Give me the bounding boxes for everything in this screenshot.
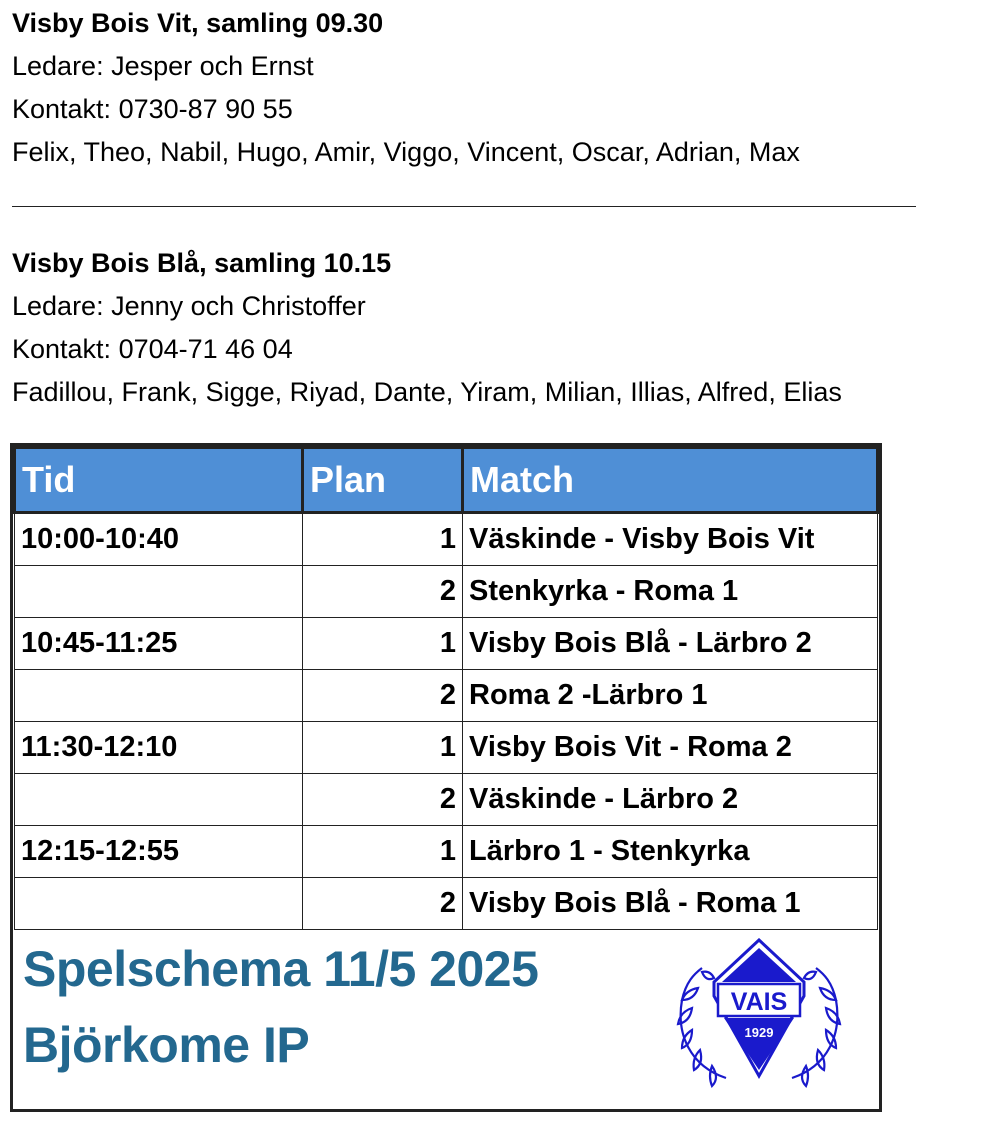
- cell-plan: 2: [303, 566, 463, 618]
- cell-plan: 1: [303, 826, 463, 878]
- column-header-tid: Tid: [15, 448, 303, 513]
- cell-match: Lärbro 1 - Stenkyrka: [463, 826, 878, 878]
- schedule-panel: [10, 443, 882, 1112]
- cell-match: Roma 2 -Lärbro 1: [463, 670, 878, 722]
- cell-match: Visby Bois Blå - Lärbro 2: [463, 618, 878, 670]
- divider: [12, 206, 916, 207]
- logo-year: 1929: [744, 1025, 774, 1040]
- team-vit-section: [12, 2, 800, 174]
- table-row: [15, 513, 878, 566]
- cell-tid: [15, 774, 303, 826]
- cell-plan: 2: [303, 670, 463, 722]
- cell-tid: 10:00-10:40: [15, 513, 303, 566]
- schedule-table: [13, 446, 879, 930]
- cell-tid: 11:30-12:10: [15, 722, 303, 774]
- table-row: [15, 826, 878, 878]
- cell-tid: 10:45-11:25: [15, 618, 303, 670]
- team-title: Visby Bois Blå, samling 10.15: [12, 248, 392, 278]
- logo-text: VAIS: [730, 988, 788, 1016]
- team-contact: Kontakt: 0730-87 90 55: [12, 94, 293, 124]
- schedule-footer: [13, 918, 879, 1112]
- cell-match: Väskinde - Lärbro 2: [463, 774, 878, 826]
- cell-plan: 2: [303, 774, 463, 826]
- cell-match: Stenkyrka - Roma 1: [463, 566, 878, 618]
- table-header-row: [15, 448, 878, 513]
- cell-match: Visby Bois Blå - Roma 1: [463, 878, 878, 930]
- table-row: [15, 618, 878, 670]
- vais-club-logo: [668, 938, 850, 1090]
- cell-match: Visby Bois Vit - Roma 2: [463, 722, 878, 774]
- team-players: Felix, Theo, Nabil, Hugo, Amir, Viggo, Vincent, Oscar, Adrian, Max: [12, 137, 800, 167]
- team-bla-section: [12, 242, 842, 414]
- cell-tid: [15, 670, 303, 722]
- team-leaders: Ledare: Jesper och Ernst: [12, 51, 314, 81]
- venue-name: Björkome IP: [23, 1017, 310, 1073]
- team-players: Fadillou, Frank, Sigge, Riyad, Dante, Yiram, Milian, Illias, Alfred, Elias: [12, 377, 842, 407]
- table-row: [15, 722, 878, 774]
- cell-tid: [15, 566, 303, 618]
- table-row: [15, 774, 878, 826]
- cell-plan: 1: [303, 513, 463, 566]
- team-leaders: Ledare: Jenny och Christoffer: [12, 291, 366, 321]
- cell-plan: 1: [303, 618, 463, 670]
- cell-plan: 1: [303, 722, 463, 774]
- table-row: [15, 670, 878, 722]
- column-header-match: Match: [463, 448, 878, 513]
- cell-tid: 12:15-12:55: [15, 826, 303, 878]
- column-header-plan: Plan: [303, 448, 463, 513]
- schedule-title: Spelschema 11/5 2025: [23, 941, 539, 997]
- cell-match: Väskinde - Visby Bois Vit: [463, 513, 878, 566]
- cell-plan: 2: [303, 878, 463, 930]
- team-contact: Kontakt: 0704-71 46 04: [12, 334, 293, 364]
- team-title: Visby Bois Vit, samling 09.30: [12, 8, 384, 38]
- table-row: [15, 566, 878, 618]
